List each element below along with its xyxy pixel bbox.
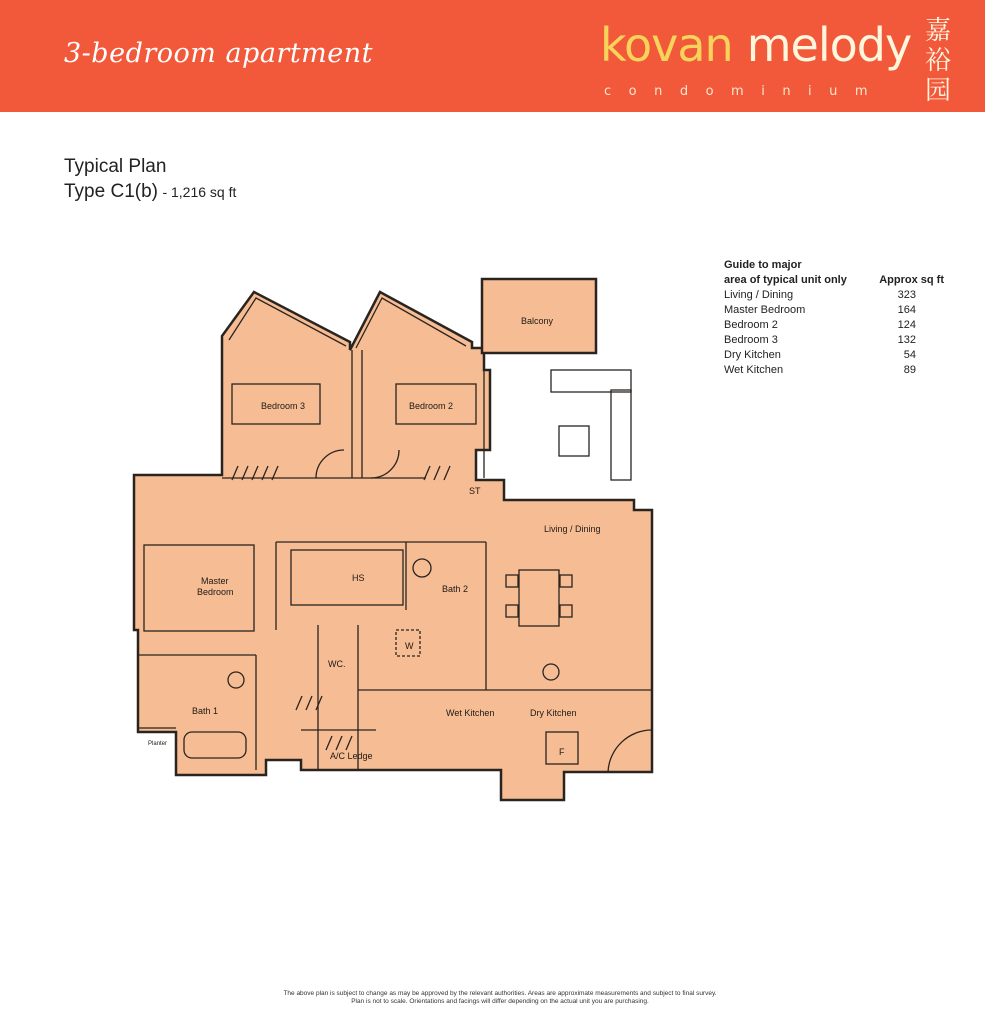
brand-chinese-name xyxy=(918,16,958,106)
label-wet-kitchen: Wet Kitchen xyxy=(446,708,495,718)
guide-row-value: 164 xyxy=(897,304,916,316)
guide-row-name: Living / Dining xyxy=(724,289,794,301)
label-planter: Planter xyxy=(148,741,168,747)
brand-subtitle: condominium xyxy=(604,84,886,99)
guide-row-name: Bedroom 3 xyxy=(724,334,778,346)
label-bedroom3: Bedroom 3 xyxy=(261,401,306,411)
label-master-2: Bedroom xyxy=(197,587,234,597)
disclaimer xyxy=(220,990,780,1006)
label-dry-kitchen: Dry Kitchen xyxy=(530,708,577,718)
guide-row-name: Master Bedroom xyxy=(724,304,806,316)
coffee-table xyxy=(559,426,589,456)
disclaimer-line1: The above plan is subject to change as may be approved by the relevant authorities. Areas are approximate measurements and subject to final survey. xyxy=(283,990,717,997)
floor-outline xyxy=(134,292,652,800)
guide-row-value: 323 xyxy=(897,289,916,301)
plan-type-name: Type C1(b) xyxy=(64,181,158,202)
label-w: W xyxy=(405,641,414,651)
plan-type xyxy=(64,181,236,203)
disclaimer-line2: Plan is not to scale. Orientations and facings will differ depending on the actual unit you are purchasing. xyxy=(351,998,649,1005)
guide-row-value: 89 xyxy=(903,364,916,376)
label-wc: WC. xyxy=(328,659,346,669)
chinese-char-3: 园 xyxy=(924,76,951,106)
guide-row-name: Wet Kitchen xyxy=(724,364,784,376)
brand-logo xyxy=(600,18,911,72)
guide-row xyxy=(724,288,944,303)
area-guide-table xyxy=(724,258,944,378)
plan-heading: Typical Plan xyxy=(64,156,167,177)
label-st: ST xyxy=(469,486,481,496)
plan-area: - 1,216 sq ft xyxy=(162,184,237,200)
guide-row-name: Bedroom 2 xyxy=(724,319,778,331)
chinese-char-1: 嘉 xyxy=(924,16,951,46)
chinese-char-2: 裕 xyxy=(924,46,951,76)
label-balcony: Balcony xyxy=(521,316,554,326)
label-master-1: Master xyxy=(201,576,229,586)
guide-row-value: 54 xyxy=(903,349,916,361)
guide-row-name: Dry Kitchen xyxy=(724,349,781,361)
label-hs: HS xyxy=(352,573,365,583)
guide-row xyxy=(724,333,944,348)
guide-column-header: Approx sq ft xyxy=(879,274,944,286)
guide-title-line1: Guide to major xyxy=(724,259,802,271)
label-bath1: Bath 1 xyxy=(192,706,219,716)
guide-row-value: 132 xyxy=(897,334,916,346)
label-bedroom2: Bedroom 2 xyxy=(409,401,454,411)
guide-row xyxy=(724,303,944,318)
label-ac-ledge: A/C Ledge xyxy=(330,751,373,761)
brand-word-melody: melody xyxy=(746,18,912,72)
label-fridge: F xyxy=(559,747,565,757)
label-bath2: Bath 2 xyxy=(442,584,469,594)
header-banner xyxy=(0,0,985,112)
label-living-dining: Living / Dining xyxy=(544,524,601,534)
banner-title: 3-bedroom apartment xyxy=(64,38,374,69)
guide-row xyxy=(724,363,944,378)
floor-plan xyxy=(126,270,676,810)
guide-title-line2: area of typical unit only xyxy=(724,274,847,286)
sofa xyxy=(551,370,631,392)
guide-row xyxy=(724,348,944,363)
guide-row-value: 124 xyxy=(897,319,916,331)
guide-row xyxy=(724,318,944,333)
brand-word-kovan: kovan xyxy=(600,18,733,72)
